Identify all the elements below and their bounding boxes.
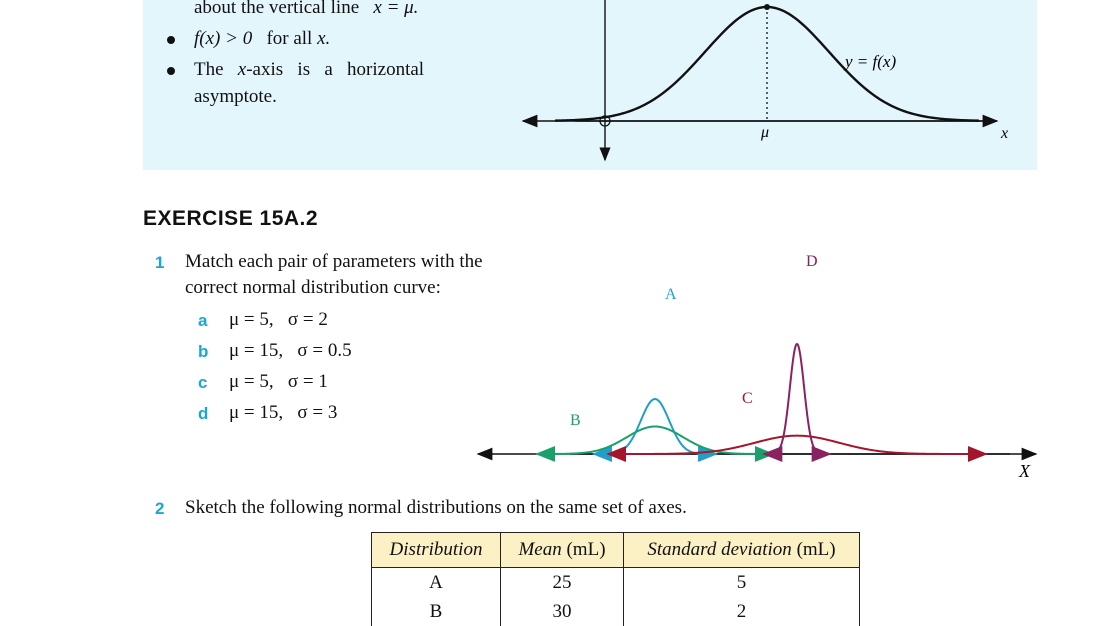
bullet-1-math2: x.: [317, 28, 331, 49]
table-cell: 2: [624, 597, 860, 626]
q1-line2: correct normal distribution curve:: [185, 277, 441, 298]
top-x-label: x: [1001, 125, 1009, 142]
bullet-2-text-a: The: [194, 59, 224, 80]
table-cell: A: [372, 568, 501, 598]
bullet-1-text: for all: [266, 28, 313, 49]
bullet-1-math: f(x) > 0: [194, 28, 253, 49]
table-row: [372, 568, 860, 598]
exercise-title: EXERCISE 15A.2: [143, 207, 319, 230]
part-d-text: μ = 15, σ = 3: [229, 402, 338, 423]
bullet-dot: [167, 67, 175, 75]
curve-b: [537, 427, 773, 454]
table-cell: B: [372, 597, 501, 626]
bullet-2-math: x: [237, 59, 247, 80]
bullet-2-text-b: -axis is a horizontal: [246, 59, 425, 80]
curve-label-d: D: [806, 253, 818, 270]
table-header-row: [372, 533, 860, 568]
q1-number: 1: [155, 253, 165, 272]
chart-x-label: X: [1019, 461, 1030, 481]
header-mean: Mean (mL): [501, 533, 624, 568]
info-line-top-math: x = μ.: [373, 0, 419, 18]
top-normal-graph: [515, 0, 1015, 165]
part-c-letter: c: [198, 373, 208, 392]
part-b-letter: b: [198, 342, 209, 361]
part-c-text: μ = 5, σ = 1: [229, 371, 328, 392]
distribution-curves-chart: [470, 240, 1045, 485]
info-line-top-text: about the vertical line: [194, 0, 360, 18]
info-bullet-2: [194, 58, 424, 82]
part-a-text: μ = 5, σ = 2: [229, 309, 328, 330]
table-cell: 30: [501, 597, 624, 626]
curve-c: [608, 436, 986, 454]
table-row: [372, 597, 860, 626]
header-distribution: Distribution: [372, 533, 501, 568]
part-a-letter: a: [198, 311, 208, 330]
curve-label-b: B: [570, 412, 581, 429]
curve-label-c: C: [742, 390, 753, 407]
curve-label-a: A: [665, 286, 677, 303]
info-bullet-2-cont: asymptote.: [194, 86, 277, 107]
part-b-text: μ = 15, σ = 0.5: [229, 340, 352, 361]
info-line-top: [194, 0, 418, 20]
table-cell: 5: [624, 568, 860, 598]
table-cell: 25: [501, 568, 624, 598]
q1-line1: Match each pair of parameters with the: [185, 251, 483, 272]
bullet-dot: [167, 36, 175, 44]
header-standard-deviation: Standard deviation (mL): [624, 533, 860, 568]
part-d-letter: d: [198, 404, 209, 423]
distribution-table: [371, 532, 860, 626]
q2-number: 2: [155, 499, 165, 518]
info-bullet-1: [194, 27, 330, 51]
mu-label: μ: [761, 124, 770, 141]
curve-label: y = f(x): [845, 52, 897, 71]
q2-text: Sketch the following normal distributions on the same set of axes.: [185, 497, 687, 518]
